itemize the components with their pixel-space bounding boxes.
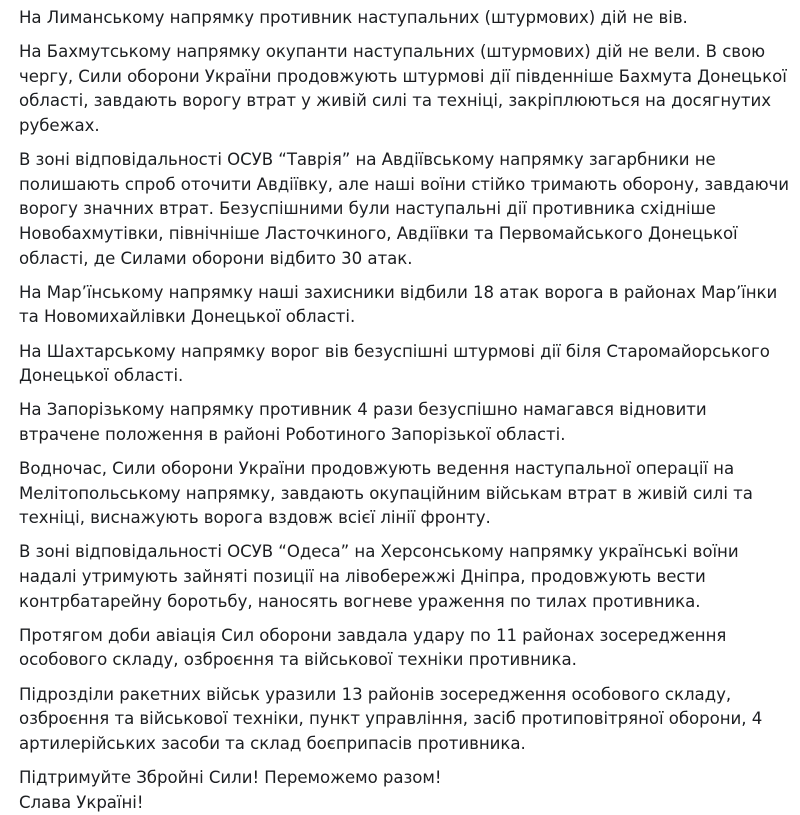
post-body bbox=[19, 6, 789, 815]
paragraph-melitopol: Водночас, Сили оборони України продовжують ведення наступальної операції на Мелітопольському напрямку, завдають окупаційним військам втрат в живій силі та техніці, виснажують ворога вздовж всієї лінії фронту. bbox=[19, 459, 753, 528]
paragraph-lyman: На Лиманському напрямку противник наступальних (штурмових) дій не вів. bbox=[19, 8, 688, 27]
paragraph-missile-troops: Підрозділи ракетних військ уразили 13 районів зосередження особового складу, озброєння та військової техніки, пункт управління, засіб протиповітряної оборони, 4 артилерійських засоби та склад боєприпасів противника. bbox=[19, 684, 763, 753]
closing-line-support: Підтримуйте Збройні Сили! Переможемо разом! bbox=[19, 767, 442, 787]
closing-line-glory: Слава Україні! bbox=[19, 792, 144, 812]
paragraph-avdiivka: В зоні відповідальності ОСУВ “Таврія” на Авдіївському напрямку загарбники не полишають спроб оточити Авдіївку, але наші воїни стійко тримають оборону, завдаючи ворогу значних втрат. Безуспішними були наступальні дії противника східніше Новобахмутівки, північніше Ласточкиного, Авдіївки та Первомайського Донецької області, де Силами оборони відбито 30 атак. bbox=[19, 150, 789, 268]
paragraph-shakhtarsk: На Шахтарському напрямку ворог вів безуспішні штурмові дії біля Старомайорського Донецької області. bbox=[19, 341, 770, 386]
paragraph-closing bbox=[19, 766, 789, 815]
paragraph-aviation: Протягом доби авіація Сил оборони завдала удару по 11 районах зосередження особового складу, озброєння та військової техніки противника. bbox=[19, 625, 727, 670]
paragraph-bakhmut: На Бахмутському напрямку окупанти наступальних (штурмових) дій не вели. В свою чергу, Сили оборони України продовжують штурмові дії південніше Бахмута Донецької області, завдають ворогу втрат у живій силі та техніці, закріплюються на досягнутих рубежах. bbox=[19, 42, 787, 135]
paragraph-marinka: На Мар’їнському напрямку наші захисники відбили 18 атак ворога в районах Мар’їнки та Новомихайлівки Донецької області. bbox=[19, 282, 778, 327]
paragraph-zaporizhzhia: На Запорізькому напрямку противник 4 рази безуспішно намагався відновити втрачене положення в районі Роботиного Запорізької області. bbox=[19, 400, 707, 444]
paragraph-kherson: В зоні відповідальності ОСУВ “Одеса” на Херсонському напрямку українські воїни надалі утримують зайняті позиції на лівобережжі Дніпра, продовжують вести контрбатарейну боротьбу, наносять вогневе ураження по тилах противника. bbox=[19, 542, 739, 611]
